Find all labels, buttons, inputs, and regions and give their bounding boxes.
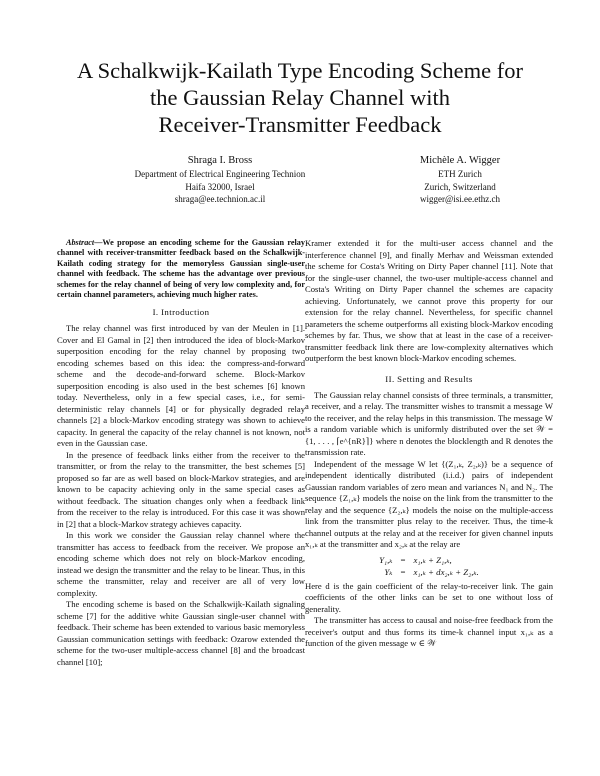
abstract-dash: — bbox=[94, 238, 103, 247]
paragraph: The encoding scheme is based on the Schalkwijk-Kailath signaling scheme [7] for the additive white Gaussian single-user channel with feedback. Their scheme has been extended to various basic memoryless Gaussian communication settings with feedback: Ozarow extended the scheme for the two-user multiple-access channel [8] and the broadcast channel [10]; bbox=[57, 599, 305, 667]
paragraph: Here d is the gain coefficient of the relay-to-receiver link. The gain coefficients of the other links can be set to one without loss of generality. bbox=[305, 580, 553, 614]
equation-rhs: x₁,ₖ + Z₁,ₖ, bbox=[413, 554, 452, 565]
author-block-1 bbox=[110, 153, 330, 206]
paragraph: Kramer extended it for the multi-user access channel and the interference channel [9], and finally Merhav and Weissman extended the scheme for Costa's Writing on Dirty Paper channel [11]. Note that for the single-user channel, the two-user multiple-access channel and Costa's Writing on Dirty Paper channel the schemes are capacity achieving. Unfortunately, we cannot prove this property for our extension for the relay channel. Nevertheless, for specific channel parameters the scheme outperforms all existing block-Markov encoding schemes by far. Thus, we show that at least in the case of a receiver-transmitter feedback link there are low-complexity alternatives which outperform the best known block-Markov encoding schemes. bbox=[305, 238, 553, 363]
author-email: wigger@isi.ee.ethz.ch bbox=[419, 194, 500, 204]
abstract-text: We propose an encoding scheme for the Gaussian relay channel with receiver-transmitter feedback based on the Schalkwijk-Kailath coding strategy for the memoryless Gaussian single-user channel with feedback. The scheme has the advantage over previous schemes for the relay channel of being of very low complexity and, for certain channel parameters, achieving much higher rates. bbox=[57, 238, 305, 300]
author-email: shraga@ee.technion.ac.il bbox=[174, 194, 266, 204]
paragraph: The Gaussian relay channel consists of three terminals, a transmitter, a receiver, and a relay. The transmitter wishes to transmit a message W to the receiver, and the relay helps in this transmission. The message W is a random variable which is uniformly distributed over the set 𝒲 = {1, . . . , ⌈e^{nR}⌉} where n denotes the blocklength and R denotes the transmission rate. bbox=[305, 389, 553, 457]
equation-row bbox=[375, 566, 483, 578]
paragraph: Independent of the message W let {(Z₁,ₖ, Z₂,ₖ)} be a sequence of independent identically distributed (i.i.d.) pairs of independent Gaussian random variables of zero mean and variances N₁ and N₂. The sequence {Z₁,ₖ} models the noise on the link from the transmitter to the relay and the sequence {Z₂,ₖ} models the noise on the multiple-access link from the transmitter plus relay to the receiver. Thus, the time-k channel outputs at the relay and at the receiver for given channel inputs x₁,ₖ at the transmitter and x₂,ₖ at the relay are bbox=[305, 458, 553, 549]
author-name: Shraga I. Bross bbox=[187, 155, 253, 166]
paragraph: In the presence of feedback links either from the receiver to the transmitter, or from the relay to the transmitter, the best schemes [5] proposed so far are as well based on block-Markov strategies, and are known to be capacity achieving only in the same special cases as without feedback. The situation changes only when a feedback link from the receiver to the relay is introduced. For this case it was shown in [2] that a block-Markov strategy achieves capacity. bbox=[57, 449, 305, 529]
author-block-2 bbox=[360, 153, 560, 206]
author-affiliation: Department of Electrical Engineering Technion bbox=[134, 169, 306, 179]
author-address: Haifa 32000, Israel bbox=[185, 181, 255, 192]
equation-lhs: Yₖ bbox=[384, 566, 393, 577]
section-heading-setting: II. Setting and Results bbox=[385, 373, 473, 384]
section-heading-introduction: I. Introduction bbox=[152, 307, 210, 318]
title-line-2: the Gaussian Relay Channel with bbox=[150, 85, 450, 110]
paper-title bbox=[20, 57, 580, 138]
equation-rhs: x₁,ₖ + dx₂,ₖ + Z₂,ₖ. bbox=[413, 566, 479, 577]
equation-row bbox=[375, 554, 483, 566]
author-name: Michèle A. Wigger bbox=[419, 155, 501, 166]
equation-sign: = bbox=[400, 566, 406, 577]
right-column bbox=[305, 238, 553, 650]
equation-block bbox=[305, 554, 553, 578]
author-address: Zurich, Switzerland bbox=[424, 181, 496, 192]
paragraph: The relay channel was first introduced by van der Meulen in [1]. Cover and El Gamal in [2] then introduced the idea of block-Markov superposition encoding for the relay channel by proposing two encoding schemes based on this idea: the compress-and-forward scheme and the decode-and-forward scheme. Block-Markov superposition encoding is also used in the best schemes [6] known today. Nevertheless, only in a few special cases, i.e., for semi-deterministic relay channels [4] or for physically degraded relay channels [2] a block-Markov encoding strategy was shown to achieve capacity. In general the capacity of the relay channel is not known, not even in the Gaussian case. bbox=[57, 323, 305, 449]
paragraph: The transmitter has access to causal and noise-free feedback from the receiver's output and thus forms its time-k channel input x₁,ₖ as a function of the given message w ∈ 𝒲 bbox=[305, 615, 553, 648]
equation-lhs: Y₁,ₖ bbox=[379, 554, 393, 565]
author-affiliation: ETH Zurich bbox=[438, 169, 482, 179]
left-column bbox=[57, 238, 305, 668]
abstract bbox=[57, 238, 305, 300]
abstract-lead: Abstract bbox=[66, 238, 95, 247]
equation-sign: = bbox=[400, 554, 406, 565]
title-line-3: Receiver-Transmitter Feedback bbox=[158, 112, 442, 137]
title-line-1: A Schalkwijk-Kailath Type Encoding Scheme for bbox=[76, 58, 524, 83]
paragraph: In this work we consider the Gaussian relay channel where the transmitter has access to feedback from the receiver. We propose an encoding scheme which does not rely on block-Markov encoding, instead we design the transmitter and the relay to be linear. Thus, in this scheme the transmitter, relay and receiver are all of very low complexity. bbox=[57, 530, 305, 598]
